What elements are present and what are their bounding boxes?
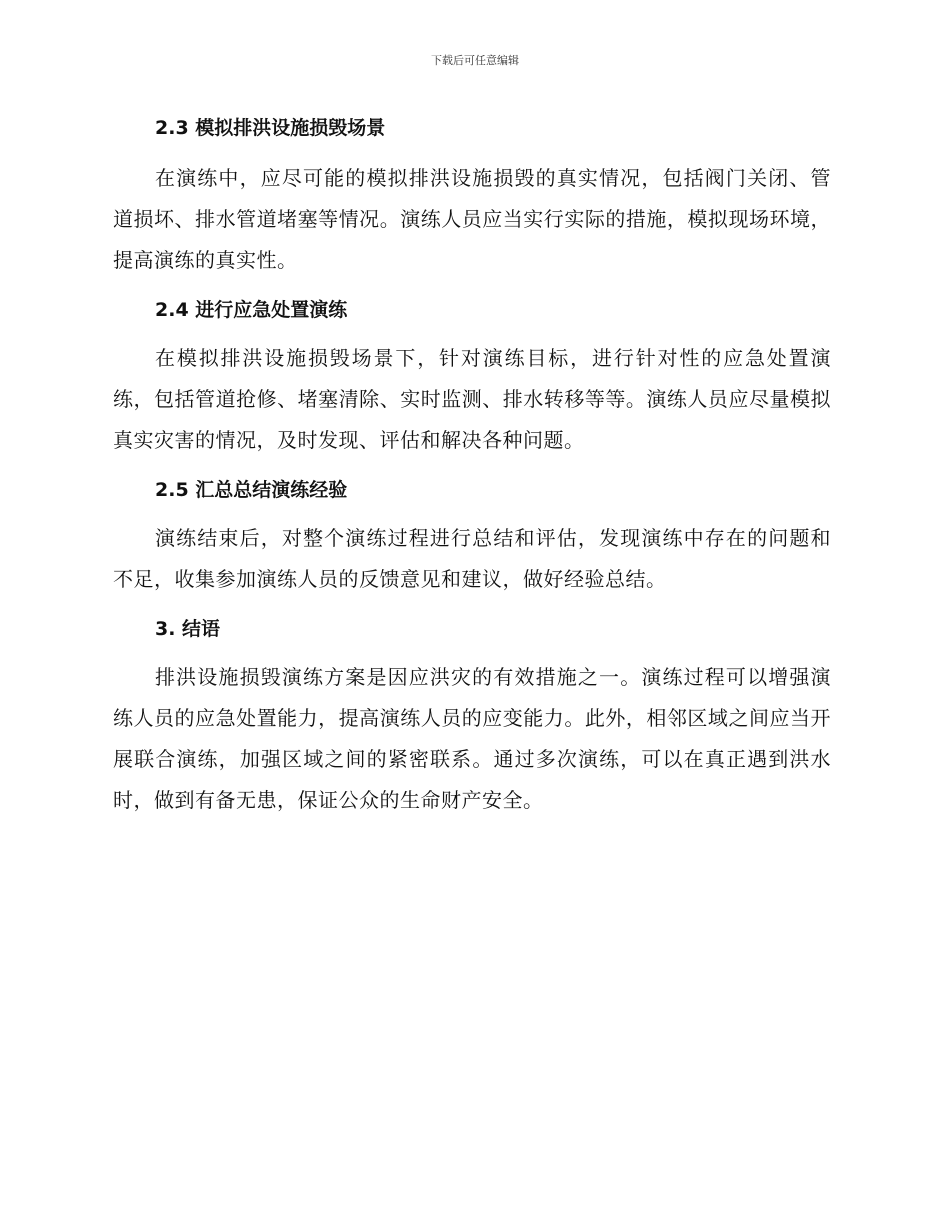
section-heading-2-4: 2.4 进行应急处置演练 [155, 299, 348, 321]
section-paragraph-2-5: 演练结束后，对整个演练过程进行总结和评估，发现演练中存在的问题和不足，收集参加演练人员的反馈意见和建议，做好经验总结。 [113, 526, 831, 591]
section-paragraph-2-4: 在模拟排洪设施损毁场景下，针对演练目标，进行针对性的应急处置演练，包括管道抢修、堵塞清除、实时监测、排水转移等等。演练人员应尽量模拟真实灾害的情况，及时发现、评估和解决各种问题。 [113, 346, 831, 452]
section-paragraph-3: 排洪设施损毁演练方案是因应洪灾的有效措施之一。演练过程可以增强演练人员的应急处置能力，提高演练人员的应变能力。此外，相邻区域之间应当开展联合演练，加强区域之间的紧密联系。通过多次演练，可以在真正遇到洪水时，做到有备无患，保证公众的生命财产安全。 [113, 665, 831, 812]
document-body [113, 112, 831, 821]
section-heading-2-3: 2.3 模拟排洪设施损毁场景 [155, 117, 386, 139]
page-header: 下载后可任意编辑 [431, 54, 519, 67]
section-heading-3: 3. 结语 [155, 618, 221, 640]
section-heading-2-5: 2.5 汇总总结演练经验 [155, 479, 348, 501]
section-paragraph-2-3: 在演练中，应尽可能的模拟排洪设施损毁的真实情况，包括阀门关闭、管道损坏、排水管道堵塞等情况。演练人员应当实行实际的措施，模拟现场环境，提高演练的真实性。 [113, 166, 831, 272]
